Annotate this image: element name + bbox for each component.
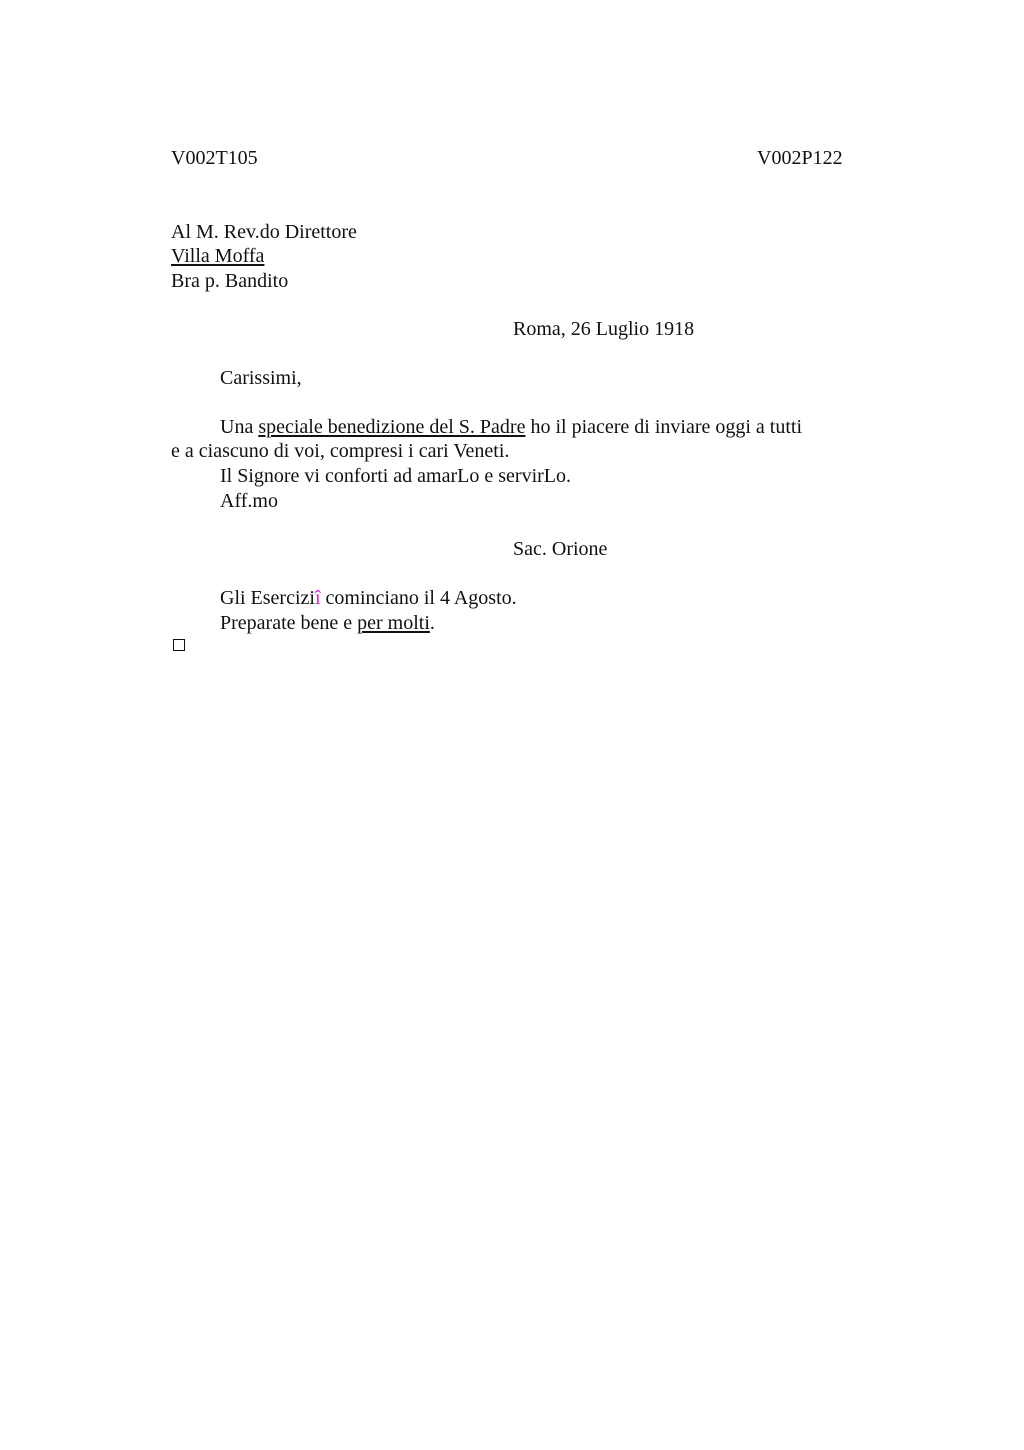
highlighted-character: î [314, 587, 321, 609]
postscript-line-2 [220, 611, 435, 635]
body-text: ho il piacere di inviare oggi a tutti [525, 416, 803, 438]
body-paragraph-2: Il Signore vi conforti ad amarLo e servirLo. [220, 465, 571, 487]
closing: Aff.mo [220, 490, 278, 512]
address-line-3: Bra p. Bandito [171, 270, 289, 292]
postscript-line-1 [220, 586, 517, 610]
body-text: Una [220, 416, 259, 438]
body-underlined-text: speciale benedizione del S. Padre [258, 416, 526, 438]
postscript-underlined-text: per molti [357, 612, 430, 634]
postscript-text: cominciano il 4 Agosto. [320, 587, 517, 609]
postscript-text: Preparate bene e [220, 612, 358, 634]
signature: Sac. Orione [513, 538, 608, 560]
postscript-text: Gli Esercizi [220, 587, 315, 609]
header-right-code: V002P122 [757, 147, 843, 169]
address-line-1: Al M. Rev.do Direttore [171, 221, 357, 243]
postscript-text: . [429, 612, 435, 634]
salutation: Carissimi, [220, 367, 302, 389]
body-paragraph-1-line-2: e a ciascuno di voi, compresi i cari Veneti. [171, 440, 510, 462]
date-line: Roma, 26 Luglio 1918 [513, 318, 695, 340]
body-paragraph-1-line-1 [220, 415, 802, 439]
address-line-2: Villa Moffa [171, 245, 265, 267]
header-left-code: V002T105 [171, 147, 258, 169]
checkbox-square-icon [173, 639, 185, 651]
